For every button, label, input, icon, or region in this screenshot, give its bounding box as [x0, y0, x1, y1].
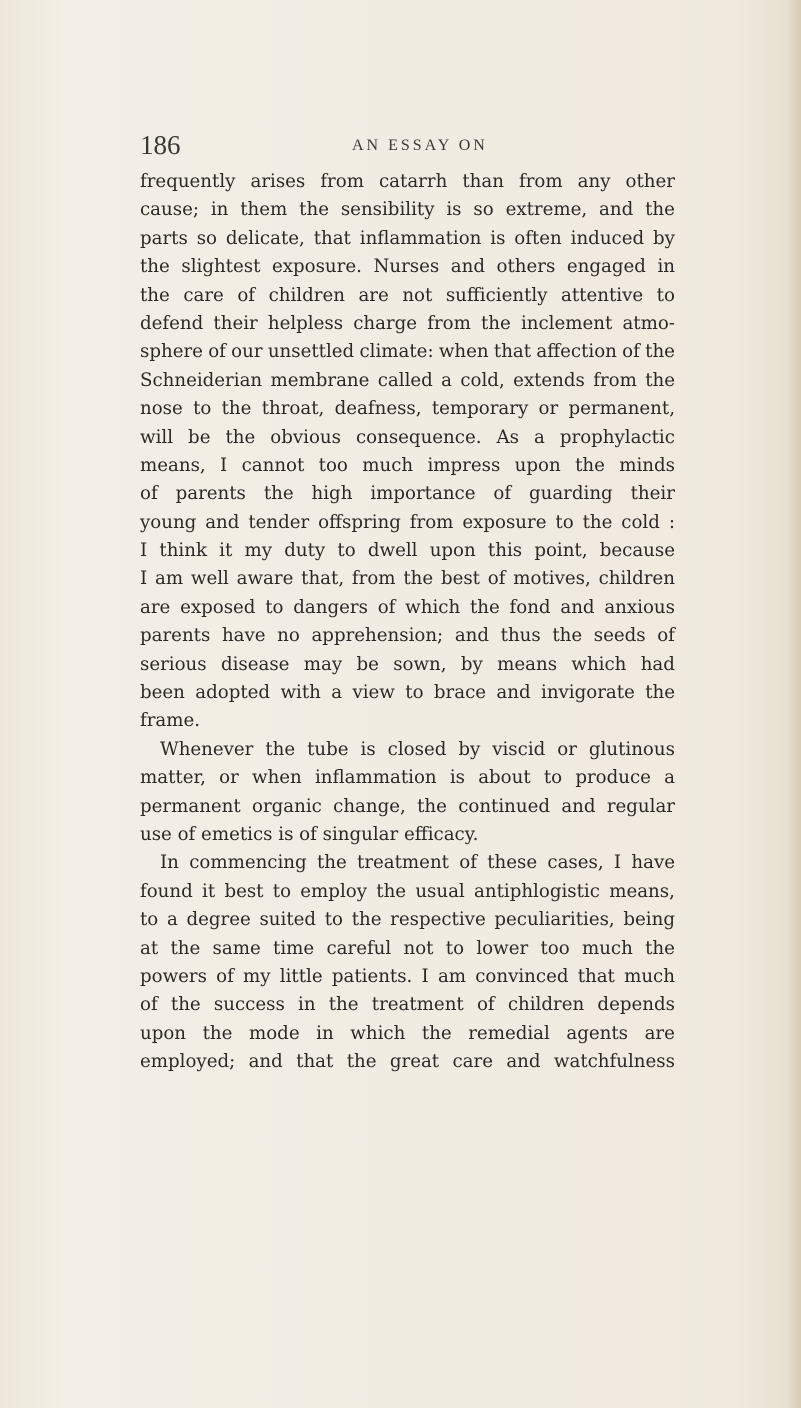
text-line: of the success in the treatment of children depends: [140, 994, 675, 1016]
text-line: been adopted with a view to brace and invigorate the: [140, 682, 675, 704]
text-line: defend their helpless charge from the inclement atmo-: [140, 312, 675, 334]
body-text: [140, 168, 675, 1077]
running-head: AN ESSAY ON: [352, 137, 488, 154]
text-line: will be the obvious consequence. As a prophylactic: [140, 426, 675, 448]
text-line: upon the mode in which the remedial agents are: [140, 1022, 675, 1044]
text-line: powers of my little patients. I am convinced that much: [140, 965, 675, 987]
text-line: sphere of our unsettled climate: when that affection of the: [140, 341, 675, 363]
text-line: I am well aware that, from the best of motives, children: [140, 568, 675, 590]
page-number: 186: [140, 130, 181, 160]
text-line: of parents the high importance of guarding their: [140, 483, 675, 505]
text-line: I think it my duty to dwell upon this point, because: [140, 540, 675, 562]
text-line: Schneiderian membrane called a cold, extends from the: [140, 369, 675, 391]
text-line: In commencing the treatment of these cases, I have: [160, 852, 675, 874]
text-line: the slightest exposure. Nurses and others engaged in: [140, 256, 675, 278]
text-line: parents have no apprehension; and thus the seeds of: [140, 625, 675, 647]
text-line: means, I cannot too much impress upon the minds: [140, 454, 675, 476]
text-line: the care of children are not sufficiently attentive to: [140, 284, 675, 306]
text-line: at the same time careful not to lower too much the: [140, 937, 675, 959]
text-line: to a degree suited to the respective peculiarities, being: [140, 909, 675, 931]
text-line: permanent organic change, the continued and regular: [140, 795, 675, 817]
text-line: found it best to employ the usual antiphlogistic means,: [140, 880, 675, 902]
text-line: nose to the throat, deafness, temporary or permanent,: [140, 398, 675, 420]
text-line: are exposed to dangers of which the fond and anxious: [140, 596, 675, 618]
text-line: parts so delicate, that inflammation is often induced by: [140, 227, 675, 249]
text-line: use of emetics is of singular efficacy.: [140, 823, 479, 845]
text-line: young and tender offspring from exposure to the cold :: [140, 511, 675, 533]
text-line: employed; and that the great care and watchfulness: [140, 1051, 675, 1073]
text-line: serious disease may be sown, by means which had: [140, 653, 675, 675]
text-line: frame.: [140, 710, 201, 732]
text-line: matter, or when inflammation is about to produce a: [140, 767, 675, 789]
text-line: Whenever the tube is closed by viscid or glutinous: [160, 738, 675, 760]
text-line: cause; in them the sensibility is so extreme, and the: [140, 199, 675, 221]
text-line: frequently arises from catarrh than from any other: [140, 171, 675, 192]
